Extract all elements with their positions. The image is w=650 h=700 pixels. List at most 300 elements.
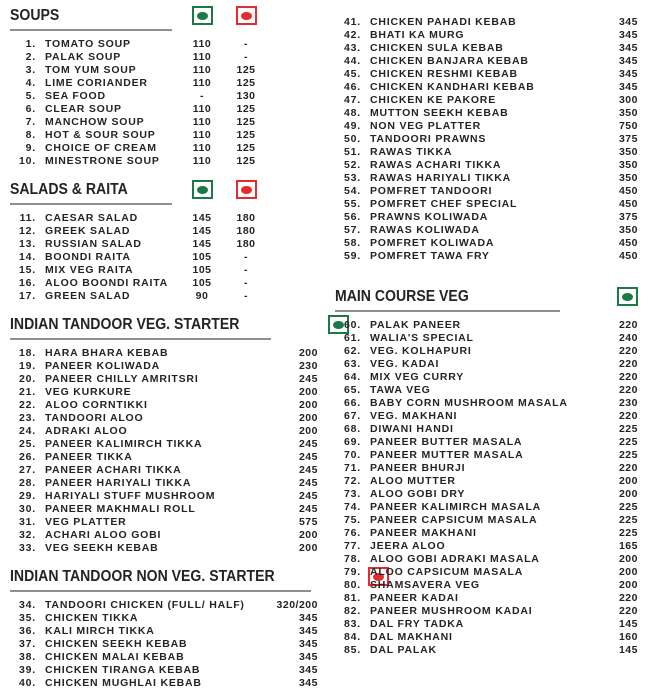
menu-item-row (335, 224, 638, 237)
section-title-underline (335, 287, 560, 312)
menu-item-row (10, 638, 318, 651)
item-name: VEG SEEKH KEBAB (45, 542, 159, 554)
menu-item-row (335, 185, 638, 198)
item-number: 17. (19, 290, 36, 302)
menu-section (335, 287, 638, 657)
item-name: BHATI KA MURG (370, 29, 465, 41)
item-name: PANEER CHILLY AMRITSRI (45, 373, 199, 385)
menu-item-row (10, 516, 318, 529)
item-number: 75. (344, 514, 361, 526)
item-name: GREEK SALAD (45, 225, 131, 237)
item-price: 300 (618, 94, 638, 106)
item-name: VEG. KADAI (370, 358, 440, 370)
item-number: 78. (344, 553, 361, 565)
item-price: 345 (298, 651, 318, 663)
item-name: WALIA'S SPECIAL (370, 332, 474, 344)
item-price: 345 (618, 29, 638, 41)
menu-item-row (10, 625, 318, 638)
menu-item-row (10, 529, 318, 542)
item-name: PANEER MAKHANI (370, 527, 477, 539)
item-price-veg: 105 (192, 251, 212, 263)
item-price-veg: 110 (192, 103, 212, 115)
item-name: PANEER BUTTER MASALA (370, 436, 523, 448)
item-name: MANCHOW SOUP (45, 116, 145, 128)
section-header (10, 567, 318, 592)
item-price-veg: 105 (192, 277, 212, 289)
item-price: 220 (618, 605, 638, 617)
item-name: ALOO GOBI ADRAKI MASALA (370, 553, 540, 565)
item-number: 37. (19, 638, 36, 650)
item-name: CHICKEN RESHMI KEBAB (370, 68, 518, 80)
item-name: CHICKEN MALAI KEBAB (45, 651, 185, 663)
item-price-nonveg: 125 (236, 64, 256, 76)
menu-item-row (10, 347, 318, 360)
nonveg-dot (241, 186, 252, 194)
header-icon-cell (568, 287, 638, 306)
menu-item-row (335, 436, 638, 449)
item-number: 60. (344, 319, 361, 331)
item-price: 200 (298, 529, 318, 541)
item-number: 68. (344, 423, 361, 435)
item-number: 21. (19, 386, 36, 398)
item-name: TOM YUM SOUP (45, 64, 137, 76)
item-number: 80. (344, 579, 361, 591)
item-price-nonveg: 125 (236, 77, 256, 89)
item-number: 16. (19, 277, 36, 289)
menu-item-row (335, 133, 638, 146)
item-price: 225 (618, 423, 638, 435)
item-price: 200 (618, 553, 638, 565)
item-number: 38. (19, 651, 36, 663)
section-header (10, 315, 318, 340)
menu-item-row (10, 155, 318, 168)
item-number: 42. (344, 29, 361, 41)
item-price-veg: - (200, 90, 204, 102)
menu-item-row (10, 129, 318, 142)
menu-item-row (335, 475, 638, 488)
item-price: 345 (298, 677, 318, 689)
item-price: 245 (298, 477, 318, 489)
item-price: 220 (618, 358, 638, 370)
item-number: 48. (344, 107, 361, 119)
item-price-nonveg: - (244, 51, 248, 63)
item-price-nonveg: 180 (236, 238, 256, 250)
section-title: SOUPS (10, 7, 60, 24)
item-number: 52. (344, 159, 361, 171)
menu-item-row (10, 677, 318, 690)
item-name: VEG. KOLHAPURI (370, 345, 472, 357)
section-header (10, 180, 318, 205)
item-number: 35. (19, 612, 36, 624)
header-icon-cell (180, 180, 224, 199)
item-price-veg: 110 (192, 51, 212, 63)
menu-item-row (10, 464, 318, 477)
item-price: 220 (618, 462, 638, 474)
item-name: POMFRET KOLIWADA (370, 237, 495, 249)
menu-item-row (335, 319, 638, 332)
item-name: TANDOORI PRAWNS (370, 133, 487, 145)
menu-item-row (10, 51, 318, 64)
item-number: 58. (344, 237, 361, 249)
item-number: 26. (19, 451, 36, 463)
menu-item-row (10, 412, 318, 425)
item-price-nonveg: 125 (236, 155, 256, 167)
menu-item-row (10, 503, 318, 516)
item-number: 34. (19, 599, 36, 611)
item-number: 14. (19, 251, 36, 263)
item-name: POMFRET TANDOORI (370, 185, 493, 197)
item-name: ADRAKI ALOO (45, 425, 128, 437)
section-title: SALADS & RAITA (10, 181, 128, 198)
item-number: 61. (344, 332, 361, 344)
item-name: DIWANI HANDI (370, 423, 454, 435)
item-number: 18. (19, 347, 36, 359)
item-name: DAL FRY TADKA (370, 618, 465, 630)
header-icons (180, 6, 318, 25)
item-name: DAL MAKHANI (370, 631, 453, 643)
item-number: 10. (19, 155, 36, 167)
menu-item-row (335, 553, 638, 566)
item-name: PALAK PANEER (370, 319, 461, 331)
menu-section (10, 315, 318, 555)
item-number: 74. (344, 501, 361, 513)
item-price-nonveg: 125 (236, 116, 256, 128)
item-number: 50. (344, 133, 361, 145)
item-name: VEG PLATTER (45, 516, 127, 528)
nonveg-icon (236, 180, 257, 199)
item-price-nonveg: - (244, 38, 248, 50)
menu-item-row (10, 77, 318, 90)
item-price-veg: 110 (192, 116, 212, 128)
item-number: 22. (19, 399, 36, 411)
item-price: 375 (618, 133, 638, 145)
menu-item-row (335, 146, 638, 159)
item-number: 24. (19, 425, 36, 437)
item-name: ACHARI ALOO GOBI (45, 529, 162, 541)
menu-item-row (335, 29, 638, 42)
menu-item-row (10, 651, 318, 664)
item-price: 200 (298, 542, 318, 554)
item-price: 245 (298, 451, 318, 463)
menu-item-row (335, 384, 638, 397)
item-name: ALOO MUTTER (370, 475, 456, 487)
item-name: TANDOORI ALOO (45, 412, 144, 424)
item-number: 29. (19, 490, 36, 502)
item-number: 65. (344, 384, 361, 396)
menu-item-row (10, 277, 318, 290)
item-name: PANEER TIKKA (45, 451, 133, 463)
item-number: 67. (344, 410, 361, 422)
item-name: PANEER ACHARI TIKKA (45, 464, 182, 476)
menu-item-row (10, 116, 318, 129)
item-name: POMFRET TAWA FRY (370, 250, 490, 262)
menu-item-row (335, 345, 638, 358)
item-price: 225 (618, 527, 638, 539)
item-name: PANEER BHURJI (370, 462, 466, 474)
item-price: 200 (618, 566, 638, 578)
item-number: 85. (344, 644, 361, 656)
item-name: RAWAS ACHARI TIKKA (370, 159, 502, 171)
item-name: PRAWNS KOLIWADA (370, 211, 489, 223)
menu-column-left (10, 6, 318, 700)
header-icons (568, 287, 638, 306)
item-number: 15. (19, 264, 36, 276)
item-number: 19. (19, 360, 36, 372)
menu-item-row (10, 438, 318, 451)
item-name: HARA BHARA KEBAB (45, 347, 169, 359)
menu-item-row (10, 38, 318, 51)
item-price-veg: 145 (192, 212, 212, 224)
item-name: MIX VEG CURRY (370, 371, 465, 383)
section-title-underline (10, 180, 172, 205)
item-price: 750 (618, 120, 638, 132)
header-icon-cell (224, 6, 268, 25)
item-number: 31. (19, 516, 36, 528)
item-name: POMFRET CHEF SPECIAL (370, 198, 518, 210)
menu-item-row (10, 225, 318, 238)
item-number: 1. (25, 38, 36, 50)
item-number: 70. (344, 449, 361, 461)
section-title-underline (10, 567, 311, 592)
menu-item-row (335, 514, 638, 527)
item-price-nonveg: 180 (236, 212, 256, 224)
item-name: PANEER HARIYALI TIKKA (45, 477, 192, 489)
veg-dot (197, 12, 208, 20)
item-number: 47. (344, 94, 361, 106)
item-number: 3. (25, 64, 36, 76)
item-number: 69. (344, 436, 361, 448)
menu-item-row (335, 237, 638, 250)
menu-item-row (335, 55, 638, 68)
item-price: 200 (618, 579, 638, 591)
item-price-veg: 110 (192, 142, 212, 154)
item-price-nonveg: - (244, 290, 248, 302)
item-name: PANEER KOLIWADA (45, 360, 161, 372)
item-number: 72. (344, 475, 361, 487)
item-number: 64. (344, 371, 361, 383)
menu-item-row (335, 332, 638, 345)
item-number: 63. (344, 358, 361, 370)
item-name: PANEER MUTTER MASALA (370, 449, 524, 461)
item-price: 160 (618, 631, 638, 643)
section-title: MAIN COURSE VEG (335, 288, 469, 305)
item-price-veg: 110 (192, 155, 212, 167)
item-price: 345 (298, 612, 318, 624)
menu-item-row (335, 107, 638, 120)
item-price: 200 (298, 347, 318, 359)
item-name: CLEAR SOUP (45, 103, 122, 115)
menu-item-row (335, 371, 638, 384)
section-header (10, 6, 318, 31)
header-icon-cell (224, 180, 268, 199)
item-price: 200 (298, 425, 318, 437)
section-title-underline (10, 315, 271, 340)
item-number: 83. (344, 618, 361, 630)
item-number: 45. (344, 68, 361, 80)
item-name: ALOO CAPSICUM MASALA (370, 566, 524, 578)
spacer (268, 180, 318, 199)
section-header (335, 287, 638, 312)
item-price: 225 (618, 501, 638, 513)
item-name: CHICKEN SULA KEBAB (370, 42, 504, 54)
item-price: 345 (618, 81, 638, 93)
item-number: 53. (344, 172, 361, 184)
item-price: 225 (618, 436, 638, 448)
item-name: TOMATO SOUP (45, 38, 131, 50)
item-price-veg: 110 (192, 77, 212, 89)
header-icon-cell (180, 6, 224, 25)
veg-icon (192, 180, 213, 199)
item-price: 345 (618, 16, 638, 28)
section-title-underline (10, 6, 172, 31)
menu-item-row (10, 425, 318, 438)
item-name: HOT & SOUR SOUP (45, 129, 156, 141)
menu-item-row (10, 664, 318, 677)
item-price: 220 (618, 410, 638, 422)
item-number: 55. (344, 198, 361, 210)
item-name: CHICKEN TIRANGA KEBAB (45, 664, 201, 676)
menu-item-row (335, 42, 638, 55)
item-price: 450 (618, 250, 638, 262)
menu-item-row (335, 410, 638, 423)
veg-dot (622, 293, 633, 301)
item-number: 13. (19, 238, 36, 250)
item-price-nonveg: 125 (236, 103, 256, 115)
menu-item-row (10, 251, 318, 264)
item-name: HARIYALI STUFF MUSHROOM (45, 490, 216, 502)
item-number: 44. (344, 55, 361, 67)
item-price: 345 (298, 625, 318, 637)
item-price: 165 (618, 540, 638, 552)
menu-item-row (335, 94, 638, 107)
item-number: 62. (344, 345, 361, 357)
menu-item-row (335, 579, 638, 592)
item-name: JEERA ALOO (370, 540, 446, 552)
menu-item-row (335, 540, 638, 553)
item-name: PALAK SOUP (45, 51, 122, 63)
item-price-veg: 110 (192, 64, 212, 76)
menu-item-row (335, 501, 638, 514)
menu-section (335, 16, 638, 263)
item-number: 82. (344, 605, 361, 617)
item-name: PANEER KALIMIRCH TIKKA (45, 438, 203, 450)
item-price: 200 (298, 399, 318, 411)
menu-item-row (335, 159, 638, 172)
item-name: VEG KURKURE (45, 386, 132, 398)
item-price: 220 (618, 319, 638, 331)
item-price: 145 (618, 644, 638, 656)
item-price: 575 (298, 516, 318, 528)
menu-item-row (10, 103, 318, 116)
item-name: TANDOORI CHICKEN (FULL/ HALF) (45, 599, 245, 611)
item-name: CHOICE OF CREAM (45, 142, 157, 154)
menu-item-row (335, 449, 638, 462)
menu-item-row (335, 631, 638, 644)
menu-item-row (10, 90, 318, 103)
item-number: 59. (344, 250, 361, 262)
item-number: 66. (344, 397, 361, 409)
item-price: 220 (618, 371, 638, 383)
item-price-veg: 145 (192, 225, 212, 237)
item-number: 81. (344, 592, 361, 604)
item-name: MIX VEG RAITA (45, 264, 134, 276)
menu-item-row (10, 399, 318, 412)
item-number: 8. (25, 129, 36, 141)
item-name: CHICKEN MUGHLAI KEBAB (45, 677, 202, 689)
item-price: 220 (618, 384, 638, 396)
menu-item-row (335, 488, 638, 501)
item-price: 200 (298, 412, 318, 424)
item-name: PANEER MAKHMALI ROLL (45, 503, 196, 515)
item-number: 57. (344, 224, 361, 236)
menu-item-row (10, 451, 318, 464)
item-name: CHICKEN KE PAKORE (370, 94, 496, 106)
item-price: 350 (618, 224, 638, 236)
item-price: 145 (618, 618, 638, 630)
item-name: TAWA VEG (370, 384, 431, 396)
item-name: CHICKEN PAHADI KEBAB (370, 16, 517, 28)
item-price-nonveg: 125 (236, 142, 256, 154)
item-number: 84. (344, 631, 361, 643)
item-name: VEG. MAKHANI (370, 410, 458, 422)
item-name: KALI MIRCH TIKKA (45, 625, 155, 637)
item-name: RAWAS HARIYALI TIKKA (370, 172, 512, 184)
item-number: 40. (19, 677, 36, 689)
item-number: 27. (19, 464, 36, 476)
item-price: 245 (298, 373, 318, 385)
item-price: 320/200 (276, 599, 318, 611)
nonveg-dot (241, 12, 252, 20)
item-number: 28. (19, 477, 36, 489)
item-number: 51. (344, 146, 361, 158)
item-price: 245 (298, 438, 318, 450)
item-price: 345 (618, 42, 638, 54)
item-price: 245 (298, 503, 318, 515)
menu-item-row (10, 373, 318, 386)
item-number: 5. (25, 90, 36, 102)
item-name: RAWAS TIKKA (370, 146, 453, 158)
item-price: 225 (618, 449, 638, 461)
item-number: 36. (19, 625, 36, 637)
item-price: 345 (298, 638, 318, 650)
menu-item-row (335, 16, 638, 29)
item-price: 220 (618, 592, 638, 604)
item-number: 54. (344, 185, 361, 197)
menu-item-row (335, 198, 638, 211)
item-price: 200 (618, 475, 638, 487)
item-number: 43. (344, 42, 361, 54)
item-price: 230 (618, 397, 638, 409)
menu-item-row (10, 64, 318, 77)
menu-item-row (335, 423, 638, 436)
veg-icon (192, 6, 213, 25)
item-price: 200 (298, 386, 318, 398)
item-price: 450 (618, 198, 638, 210)
menu-item-row (335, 250, 638, 263)
item-number: 2. (25, 51, 36, 63)
section-title: INDIAN TANDOOR NON VEG. STARTER (10, 568, 275, 585)
item-price: 345 (618, 55, 638, 67)
item-price: 375 (618, 211, 638, 223)
item-price-nonveg: - (244, 264, 248, 276)
item-price-nonveg: 125 (236, 129, 256, 141)
item-name: NON VEG PLATTER (370, 120, 481, 132)
menu-item-row (335, 172, 638, 185)
item-name: BABY CORN MUSHROOM MASALA (370, 397, 568, 409)
item-name: ALOO GOBI DRY (370, 488, 466, 500)
menu-item-row (10, 142, 318, 155)
menu-item-row (10, 477, 318, 490)
